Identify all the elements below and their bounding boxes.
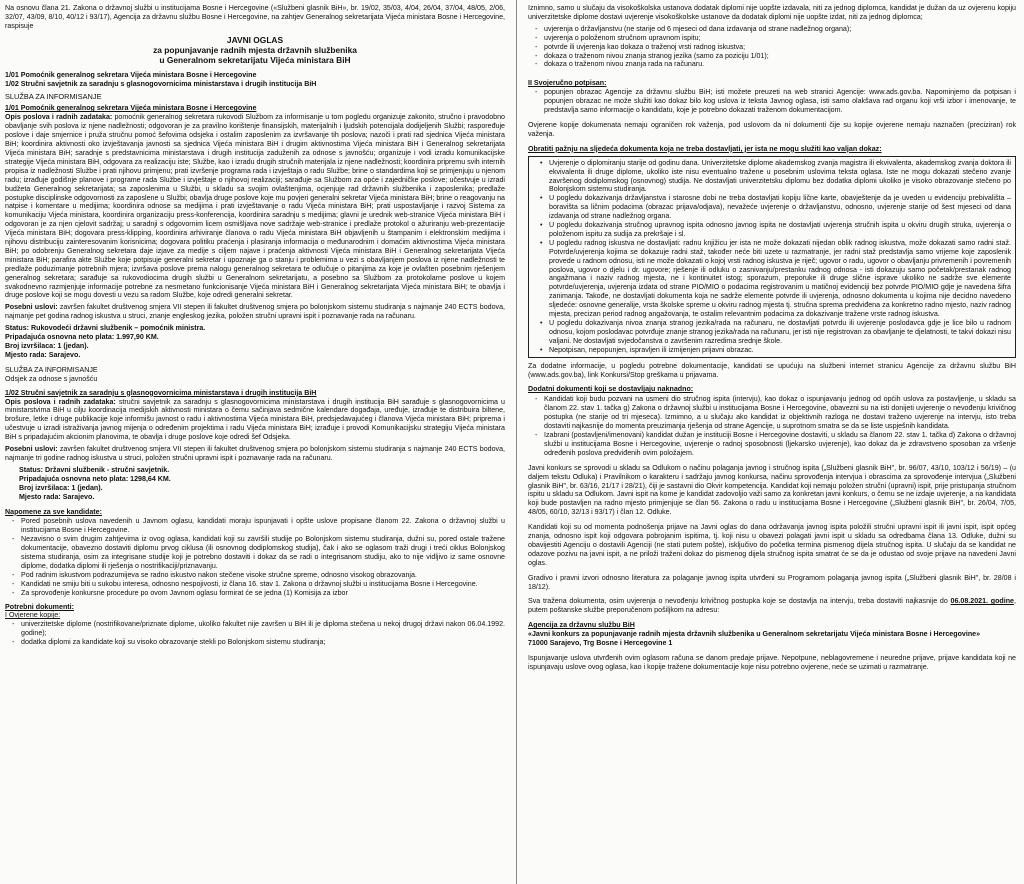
address-line-3: 71000 Sarajevo, Trg Bosne i Hercegovine 1	[528, 639, 673, 648]
duties-label: Opis poslova i radnih zadataka:	[5, 113, 113, 122]
list-item: - dodatka diplomi za kandidate koji su visoko obrazovanje stekli po Bolonjskom sistemu studiranja;	[21, 638, 505, 647]
additional-docs-list	[528, 395, 1016, 457]
deadline-post: , putem poštanske službe preporučenom pošiljkom na adresu:	[528, 597, 1016, 615]
list-item: - Za sprovođenje konkursne procedure po ovom Javnom oglasu formirat će se jedna (1) Komisija za izbor	[21, 589, 505, 598]
position-list-2: 1/02 Stručni savjetnik za saradnju s glasnogovornicima ministarstava i drugih institucija BiH	[5, 79, 317, 88]
position-101-place: Mjesto rada: Sarajevo.	[5, 350, 81, 359]
position-101-conditions	[5, 303, 505, 321]
left-column	[5, 4, 505, 882]
docs-subtitle: I Ovjerene kopije:	[5, 611, 61, 620]
title-line-1: JAVNI OGLAS	[226, 34, 284, 45]
list-item: - dokaza o traženom nivou znanja stranog jezika (samo za poziciju 1/01);	[544, 52, 1016, 61]
list-item: • U pogledu radnog iskustva ne dostavljati: radnu knjižicu jer ista ne može dokazati nijedan oblik radnog iskustva, može dokazati samo radni staž. Potvrde/uvjerenja kojima se dokazuje radni staž, također neće biti uzete u razmatranje, jer radni staž predstavlja samo vrijeme koje zaposlenik provede u radnom odnosu, isti ne može dokazati o kojoj vrsti radnog iskustva je riječ; ugovor o radu, ugovor o obavljanju privremenih i povremenih poslova, ugovor o djelu i dr. ugovore; rješenje ili odluku o zasnivanju/prestanku radnog odnosa - isti dokazuju samo početak/prestanak radnog angažmana i naziv radnog mjesta, ne i kontinuitet istog; sporazum, preporuke ili druge slične isprave ukoliko ne sadrže sve elemente potvrde/uvjerenja, uvjerenja izdata od strane PIO/MIO o podacima registrovanim u matičnoj evidenciji bez potvrde PIO/MIO gdje je navedena šifra zanimanja. Takođe, ne dostavljati dokumenta koja ne sadrže elemente potvrde ili uvjerenja, odnosno dokumenta u kojima nije decidno navedeno sljedeće: osnovne generalije, vrsta školske spreme u okviru radnog mjesta tj. stručna sprema predviđena za konkretno radno mjesto, naziv radnog mjesta, precizan period radnog angažovanja, te ostalim relevantnim podacima za dokazivanje tražene vrste radnog iskustva.	[549, 239, 1011, 319]
ad-title	[5, 35, 505, 65]
list-item: - uvjerenja o državljanstvu (ne starije od 6 mjeseci od dana izdavanja od strane nadležnog organa);	[544, 25, 1016, 34]
address-line-2: «Javni konkurs za popunjavanje radnih mjesta državnih službenika u Generalnom sekretarijatu Vijeća ministara Bosne i Hercegovine»	[528, 630, 981, 639]
conditions-text: završen fakultet društvenog smjera VII stepen ili fakultet društvenog smjera po bolonjskom sistemu studiranja s najmanje 240 ECTS bodova, najmanje pet godina radnog iskustva u struci, znanje engleskog jezika, položen stručni upravni ispit i poznavanje rada na računaru.	[5, 303, 505, 321]
address-line-1: Agencija za državnu službu BiH	[528, 621, 635, 630]
duties-text: pomoćnik generalnog sekretara rukovodi Službom za informisanje u tom pogledu organizuje zakonito, stručno i pravodobno obavljanje svih poslova iz njene nadležnosti; odgovoran je za pravilno korištenje finansijskih, materijalnih i ljudskih potencijala dodijeljenih Službi; raspoređuje poslove i daje smjernice i pruža stručnu pomoć šefovima odsjeka i ostalim zaposlenim za izvršavanje tih poslova; nazoči i prati rad sjednica Vijeća ministara BiH; koordinira aktivnosti oko izvještavanja javnosti sa sjednica Vijeća ministara BiH i drugim aktivnostima Vijeća ministara BiH i Generalnog sekretarijata Vijeća ministara BiH; saradnje s predstavnicima ministarstava i drugih institucija zaduženih za odnose s javnošću; organizuje i vodi izradu komunikacijske strategije Vijeća ministara BiH, odgovara za realizaciju iste; Službe, kao i izradu drugih stručnih materijala iz njene nadležnosti; koordinira pripremu svih internih propisa iz nadležnosti Službe i prati njihovu primjenu; prati izvršenje programa rada i izvještaja o radu Službe; brine o standardima koji se primjenjuju u njenom radu; izrađuje godišnje planove i programe rada Službe i izvještaje o njihovoj realizaciji; sarađuje sa Službom za opće i zajedničke poslove; učestvuje u izradi budžeta Generalnog sekretarijata; sa zaposlenima u Službi, u skladu sa svojim ovlaštenjima, ocjenjuje rad državnih službenika i zaposlenika; predlaže postupke disciplinske odgovornosti za zaposlene u Službi; obavlja druge poslove koje mu povjeri generalni sekretar Vijeća ministara BiH; brine o reagovanju na natpise i komentare u medijima; koordinira odnose sa medijima i prati izvještavanje o radu Vijeća ministara BiH; prati uspostavljanje i razvoj Sistema za komunikaciju Vijeća ministara, koordinira organizaciju press-konferencija, koordinira saradnju s medijima; glavni je urednik web-stranice Vijeća ministara BiH i odgovoran je za njen cjelovit sadržaj; u saradnji s odgovornim licem osmišljava nove sadržaje web-stranice i predlaže protokol o ažuriranju web-prezentacije Vijeća ministara BiH; dogovara press-klipping, koordinira arhiviranje članova o radu Vijeća ministara BiH objavljenih u štampanim i elektronskim medijima i njihovu distribuciju zainteresovanim korisnicima; dogovara politiku praćenja i plasiranja informacija o međunarodnim i domaćim aktivnostima Vijeća ministara BiH; po odobrenju Generalnog sekretara daje izjave za medije s ciljem najave i praćenja aktivnosti Vijeća ministara BiH i Generalnog sekretarijata Vijeća ministara BiH; parafira akte Službe koje potpisuje generalni sekretar i upoznaje ga o stanju i problemima u vezi s obavljanjem poslova iz njene nadležnosti te predlaže poduzimanje potrebnih mjera; izvršava poslove prema nalogu generalnog sekretara te odlučuje o pitanjima za koje je ovlašten posebnim rješenjem generalnog sekretara; sarađuje sa rukovodiocima drugih službi u Generalnom sekretarijatu, a posebno sa Službom za protokolarne poslove u kojem svakodnevno razmjenjuje informacije potrebne za nesmetano funkcionisanje Vijeća ministara BiH i Generalnog sekretarijata Vijeća ministara BiH; te obavlja i druge poslove koji se mogu dovesti u vezu sa radom Službe, koje odredi generalni sekretar.	[5, 113, 505, 300]
list-item: - popunjen obrazac Agencije za državnu službu BiH; isti možete preuzeti na web stranici Agencije: www.ads.gov.ba. Napominjemo da potpisan i popunjen obrazac ne može služiti kao dokaz bilo kog uslova iz teksta Javnog oglasa, isti samo olakšava rad organu koji vrši izbor i imenovanje, te predstavlja samo informacije o kandidatu, koje je potrebno dokazati traženom dokumentacijom.	[544, 88, 1016, 115]
validity-note: Ovjerene kopije dokumenata nemaju ograničen rok važenja, pod uslovom da ni dokumenti čije su kopije ovjerene nemaju naznačen (preciziran) rok važenja.	[528, 120, 1016, 138]
position-list-1: 1/01 Pomoćnik generalnog sekretara Vijeća ministara Bosne i Hercegovine	[5, 70, 257, 79]
info-note: Za dodatne informacije, u pogledu potrebne dokumentacije, kandidati se upućuju na službeni internet stranicu Agencije za državnu službu BiH (www.ads.gov.ba), link Konkursi/Stop greškama u prijavama.	[528, 361, 1016, 379]
list-item: - Kandidati ne smiju biti u sukobu interesa, odnosno nespojivosti, iz člana 16. stav 1. Zakona o državnoj službi u institucijama Bosne i Hercegovine.	[21, 580, 505, 589]
docs-list-continued	[528, 25, 1016, 70]
section-heading-2: SLUŽBA ZA INFORMISANJE	[5, 365, 98, 374]
position-102-title: 1/02 Stručni savjetnik za saradnju s glasnogovornicima ministarstava i drugih institucija BiH	[5, 388, 317, 397]
list-item: • Nepotpisan, nepopunjen, ispravljen ili izmijenjen prijavni obrazac.	[549, 346, 1011, 355]
literature-note: Gradivo i pravni izvori odnosno literatura za polaganje javnog ispita utvrđeni su Programom polaganja javnog ispita („Službeni glasnik BiH", br. 28/08 i 18/12).	[528, 573, 1016, 591]
list-item: - Kandidati koji budu pozvani na usmeni dio stručnog ispita (intervju), kao dokaz o ispunjavanju jednog od općih uslova za postavljenje, u skladu sa članom 22. stav 1. tačka g) Zakona o državnoj službi u institucijama Bosne i Hercegovine, obavezni su na isti donijeti uvjerenje o nevođenju krivičnog postupka (ne starije od tri mjeseca). Izmimno, a u slučaju ako kandidat iz objektivnih razloga ne dostavi traženo uvjerenje na intervju, isto treba dostaviti najkasnije do momenta preuzimanja rješenja od strane Agencije, u suprotnom smatra se da se liste uspješnih kandidata.	[544, 395, 1016, 431]
position-102-duties	[5, 398, 505, 443]
position-102-salary: Pripadajuća osnovna neto plata: 1298,64 KM.	[19, 474, 171, 483]
deadline-pre: Sva tražena dokumenta, osim uvjerenja o nevođenju krivičnog postupka koje se dostavlja na intervju, treba dostaviti najkasnije do	[528, 597, 951, 606]
right-column	[528, 4, 1016, 882]
title-line-3: u Generalnom sekretarijatu Vijeća ministara BiH	[159, 54, 351, 65]
notes-list	[5, 517, 505, 597]
position-101-status: Status: Rukovodeći državni službenik – pomoćnik ministra.	[5, 324, 206, 333]
section-subheading-2: Odsjek za odnose s javnošću	[5, 374, 98, 383]
conditions-label: Posebni uslovi:	[5, 303, 58, 312]
position-102-conditions	[5, 445, 505, 463]
duties-label: Opis poslova i radnih zadataka:	[5, 397, 116, 406]
list-item: • Uvjerenje o diplomiranju starije od godinu dana. Univerzitetske diplome akademskog zvanja magistra ili ekvivalenta, akademskog zvanja doktora ili ekvivalenta ili druge diplome, ukoliko iste nisu eventualno tražene u posebnim uslovima teksta oglasa. Iste ne mogu dokazati stečeno zvanje završenog dodiplomskog (osnovnog) studija. Ne dostavljati univerzitetsku diplomu bez dodatka diplomi ukoliko je visoko obrazovanje stečeno po Bolonjskom sistemu studiranja.	[549, 159, 1011, 195]
signed-form-list	[528, 88, 1016, 115]
attention-title: Obratiti pažnju na sljedeća dokumenta koja ne treba dostavljati, jer ista ne mogu služiti kao valjan dokaz:	[528, 144, 882, 153]
position-102-place: Mjesto rada: Sarajevo.	[19, 492, 95, 501]
list-item: - Pod radnim iskustvom podrazumijeva se radno iskustvo nakon stečene visoke stručne spreme, odnosno visokog obrazovanja.	[21, 571, 505, 580]
column-divider	[516, 0, 517, 884]
notes-title: Napomene za sve kandidate:	[5, 507, 102, 516]
list-item: - potvrde ili uvjerenja kao dokaza o traženoj vrsti radnog iskustva;	[544, 43, 1016, 52]
list-item: - uvjerenja o položenom stručnom upravnom ispitu;	[544, 34, 1016, 43]
position-102-status: Status: Državni službenik - stručni savjetnik.	[19, 465, 170, 474]
docs-title: Potrebni dokumenti:	[5, 602, 74, 611]
position-101-duties	[5, 113, 505, 300]
position-102-count: Broj izvršilaca: 1 (jedan).	[19, 483, 103, 492]
signed-form-title: II Svojeručno potpisan:	[528, 79, 607, 88]
list-item: • U pogledu dokazivanja državljanstva i starosne dobi ne treba dostavljati kopiju lične karte, obavještenje da je uveden u evidenciju prebivališta – boravišta sa ličnim podacima (obrazac prijava/odjava), nevažeće uvjerenje o državljanstvu, odnosno, uvjerenje starije od šest mjeseci od dana izdavanja od strane nadležnog organa.	[549, 194, 1011, 221]
deadline-note	[528, 597, 1016, 615]
list-item: - dokaza o traženom nivou znanja rada na računaru.	[544, 60, 1016, 69]
title-line-2: za popunjavanje radnih mjesta državnih službenika	[153, 44, 357, 55]
final-note: Ispunjavanje uslova utvrđenih ovim oglasom računa se danom predaje prijave. Nepotpune, neblagovremene i neuredne prijave, prijave kandidata koji ne ispunjavaju uslove ovog oglasa, kao i kopije tražene dokumentacije koje nisu potrebno ovjerene, neće se uzimati u razmatranje.	[528, 654, 1016, 671]
position-101-count: Broj izvršilaca: 1 (jedan).	[5, 342, 89, 350]
section-heading-1: SLUŽBA ZA INFORMISANJE	[5, 91, 102, 101]
attention-list	[533, 159, 1011, 355]
additional-docs-title: Dodatni dokumenti koji se dostavljaju naknadno:	[528, 385, 694, 394]
passed-exam-note: Kandidati koji su od momenta podnošenja prijave na Javni oglas do dana održavanja javnog ispita položili stručni upravni ispit ili javni ispit, ispit općeg znanja, odnosno ispit koji odgovara pobrojanim ispitima, tj. koji nisu u obavezi polagati javni ispit u skladu sa odredbama člana 13. Odluke, dužni su obavijestiti Agenciju o dostavili Agenciji (ne stati putem pošte), isključivo do početka termina pismenog dijela stručnog ispita. U slučaju da se kandidat ne odazove pozivu na javni ispit, a ne priloži traženi dokaz do pismenog dijela stručnog ispita smatrat će se da je odustao od svoje prijave na navedeni Javni oglas.	[528, 523, 1016, 567]
list-item: • U pogledu dokazivanja nivoa znanja stranog jezika/rada na računaru, ne dostavljati potvrdu ili uvjerenje poslodavca gdje je lice bilo u radnom odnosu, kojom poslodavac potvrđuje znanje stranog jezika/rada na računaru, jer isti nije registrovan za obavljanje te djelatnosti, te takvi dokazi nisu valjani. Ne dostavljati svjedočanstva o završenim razredima srednje škole.	[549, 319, 1011, 346]
deadline-date: 06.08.2021. godine	[950, 597, 1015, 606]
list-item: - Nezavisno o svim drugim zahtjevima iz ovog oglasa, kandidati koji su završili studije po Bolonjskom sistemu studiranja, dužni su, pored ostale tražene dokumentacije, obavezno dostaviti diplomu prvog ciklusa (ili osnovnog dodiplomskog studija), čak i ako se oglasom traži drugi i treći ciklus Bolonjskog sistema studiranja, osim za integrisane studije koji je potrebno dostaviti i dokaz da se radi o integrisanom studiju, ako to nije vidljivo iz same osnovne diplome, dodatka diplomi ili rješenja o nostrifikaciji/priznavanju.	[21, 535, 505, 571]
attention-box	[528, 156, 1016, 358]
duties-text: stručni savjetnik za saradnju s glasnogovornicima ministarstava i drugih institucija BiH sarađuje s glasnogovornicima u ministarstvima BiH u cilju koordinacija medijskih aktivnosti ministara o čemu sačinjava sedmične kalendare događaja, uređuje, izrađuje te distribuira biltene, brošure, letke i druge publikacije koje informišu javnost o radu i aktivnostima Vijeća ministara BiH, predsjedavajućeg i članova Vijeća ministara BiH; priprema i učestvuje u izradi istraživanja javnog mijenja o određenim projektima i radu Vijeća ministara BiH; izrađuje i provodi Komunikacijsku strategiju Vijeća ministara BiH s pripadajućim akcionim planovima, te obavlja i druge poslove koje odredi šef Odsjeka.	[5, 397, 505, 442]
bologna-note: Iznimno, samo u slučaju da visokoškolska ustanova dodatak diplomi nije uopšte izdavala, niti za jednog diplomca, kandidat je dužan da uz ovjerenu kopiju univerzitetske diplome dostavi uvjerenje visokoškolske ustanove da dodatak diplomi nije uopšte izdat, niti za jednog diplomca;	[528, 4, 1016, 21]
exam-note: Javni konkurs se sprovodi u skladu sa Odlukom o načinu polaganja javnog i stručnog ispita („Službeni glasnik BiH", br. 96/07, 43/10, 103/12 i 56/19) – (u daljem tekstu Odluka) i Pravilnikom o karakteru i sadržaju javnog konkursa, načinu sprovođenja intervjua i obrascima za sprovođenje intervjua („Službeni glasnik BiH", br. 63/16, 21/17 i 28/21), čiji je sastavni dio Okvir kompetencija. Kandidat koji nemaju položen stručni (upravni) ispit, prije pristupanja stručnom ispitu u skladu sa Odlukom. Javni ispit na kome je kandidat zadovoljio važi samo za konkretan javni konkurs, o čemu se ne izdaje uvjerenje, a na kandidata koji bude postavljen na radno mjesto primjenjuje se član 56. Zakona o radu u institucijama Bosne i Hercegovine („Službeni glasnik BiH", br. 26/04, 7/05, 48/05, 60/10, 32/13 i 93/17) i član 12. Odluke.	[528, 463, 1016, 517]
list-item: - univerzitetske diplome (nostrifikovane/priznate diplome, ukoliko fakultet nije završen u BiH ili je diploma stečena u nekoj drugoj državi nakon 06.04.1992. godine);	[21, 620, 505, 638]
list-item: • U pogledu dokazivanja stručnog upravnog ispita odnosno javnog ispita ne dostavljati uvjerenja stručnih ispita u okviru drugih struka, uvjerenja o položenom ispitu za sudija za prekršaje i sl.	[549, 221, 1011, 239]
conditions-text: završen fakultet društvenog smjera VII stepen ili fakultet društvenog smjera po bolonjskom sistemu studiranja s najmanje 240 ECTS bodova, najmanje tri godine radnog iskustva u struci, položen stručni upravni ispit i poznavanje rada na računaru.	[5, 445, 505, 462]
mailing-address	[528, 621, 1016, 648]
position-101-title: 1/01 Pomoćnik generalnog sekretara Vijeća ministara Bosne i Hercegovine	[5, 104, 257, 113]
preamble: Na osnovu člana 21. Zakona o državnoj službi u institucijama Bosne i Hercegovine («Službeni glasnik BiH», br. 19/02, 35/03, 4/04, 26/04, 37/04, 48/05, 2/06, 32/07, 43/09, 8/10, 40/12 i 93/17), Agencija za državnu službu Bosne i Hercegovine, na zahtjev Generalnog sekretarijata Vijeća ministara Bosne i Hercegovine, raspisuje	[5, 4, 505, 30]
list-item: - Pored posebnih uslova navedenih u Javnom oglasu, kandidati moraju ispunjavati i opšte uslove propisane članom 22. Zakona o državnoj službi u institucijama Bosne i Hercegovine.	[21, 517, 505, 535]
list-item: - Izabrani (postavljeni/imenovani) kandidat dužan je instituciji Bosne i Hercegovine dostaviti, u skladu sa članom 22. stav 1. tačka d) Zakona o državnoj službi u institucijama Bosne i Hercegovine, uvjerenje o radnoj sposobnosti (ljekarsko uvjerenje), kao dokaz da je zdravstveno sposoban za vršenje određenih poslova predviđenih ovim položajem.	[544, 431, 1016, 458]
conditions-label: Posebni uslovi:	[5, 445, 58, 454]
docs-list	[5, 620, 505, 647]
position-101-salary: Pripadajuća osnovna neto plata: 1.997,90 KM.	[5, 333, 159, 342]
